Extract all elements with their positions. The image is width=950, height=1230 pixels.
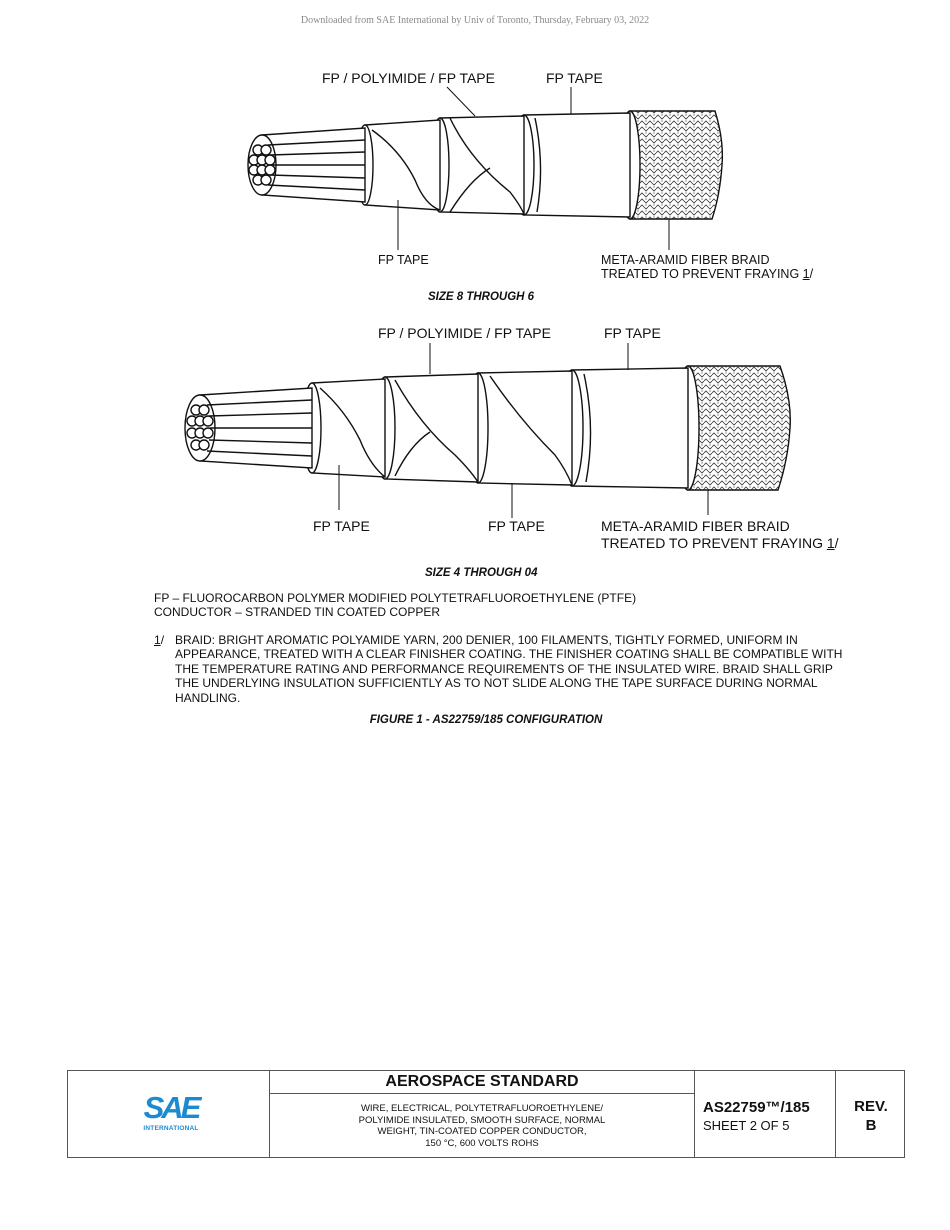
standard-title: AEROSPACE STANDARD [270,1071,694,1094]
conductor-strands-bottom [185,388,312,468]
caption-size-4: SIZE 4 THROUGH 04 [425,567,538,579]
conductor-strands-top [248,128,365,202]
sae-logo: SAE INTERNATIONAL [143,1090,199,1132]
standard-description: WIRE, ELECTRICAL, POLYTETRAFLUOROETHYLENE/ POLYIMIDE INSULATED, SMOOTH SURFACE, NORMAL WEIGHT, TIN-COATED COPPER CONDUCTOR, 150 °C, 600 VOLTS ROHS [358,1103,606,1149]
label-braid-top-line1: META-ARAMID FIBER BRAID [601,253,770,267]
logo-cell [68,1071,270,1157]
label-braid-top-line2: TREATED TO PREVENT FRAYING 1/ [601,267,814,281]
wire-size-4-drawing [185,343,790,518]
note-braid-text: BRAID: BRIGHT AROMATIC POLYAMIDE YARN, 200 DENIER, 100 FILAMENTS, TIGHTLY FORMED, UNIFORM IN APPEARANCE, TREATED WITH A CLEAR FINISHER COATING. THE FINISHER COATING SHALL BE COMPATIBLE WITH THE TEMPERATURE RATING AND PERFORMANCE REQUIREMENTS OF THE INSULATED WIRE. BRAID SHALL GRIP THE UNDERLYING INSULATION SUFFICIENTLY AS TO NOT SLIDE ALONG THE TAPE SURFACE DURING NORMAL HANDLING. [175,633,843,705]
doc-number-cell [695,1071,836,1157]
wire-size-8-drawing [248,87,722,250]
label-fp-tape-bottom-upper: FP TAPE [604,325,661,341]
label-fp-tape-bottom-left: FP TAPE [313,518,370,534]
title-block [67,1070,905,1158]
description-cell [270,1071,695,1157]
polyimide-tape-top [431,116,524,214]
figure-caption: FIGURE 1 - AS22759/185 CONFIGURATION [369,714,603,726]
label-braid-bottom [601,518,839,552]
definition-fp: FP – FLUOROCARBON POLYMER MODIFIED POLYTETRAFLUOROETHYLENE (PTFE) [154,591,637,605]
footnote-ref-top: 1 [802,267,810,281]
definitions-block [154,591,636,619]
inner-fp-tape-bottom [303,379,385,477]
definition-conductor: CONDUCTOR – STRANDED TIN COATED COPPER [154,605,441,619]
revision: REV. B [854,1098,888,1134]
polyimide-tape-bottom-b [468,371,572,485]
document-number: AS22759™/185 [703,1099,810,1116]
outer-fp-tape-top [514,113,630,217]
label-braid-bottom-line2: TREATED TO PREVENT FRAYING 1/ [601,535,839,551]
outer-fp-tape-bottom [561,368,688,488]
braid-layer-bottom [677,366,790,490]
label-fp-tape-top-lower: FP TAPE [378,253,429,267]
footnote-ref-bottom: 1 [826,535,835,551]
braid-layer-top [620,111,722,219]
label-fp-tape-bottom-mid: FP TAPE [488,518,545,534]
caption-size-8: SIZE 8 THROUGH 6 [428,291,535,303]
label-fp-tape-top-upper: FP TAPE [546,70,603,86]
note-marker: 1/ [154,633,165,647]
polyimide-tape-bottom-a [375,374,478,482]
revision-cell [836,1071,906,1157]
inner-fp-tape-top [357,120,440,210]
download-watermark: Downloaded from SAE International by Univ of Toronto, Thursday, February 03, 2022 [300,15,650,26]
label-fp-polyimide-fp-tape-top: FP / POLYIMIDE / FP TAPE [322,70,495,86]
label-fp-polyimide-fp-tape-bottom: FP / POLYIMIDE / FP TAPE [378,325,551,341]
label-braid-top [601,253,813,281]
label-braid-bottom-line1: META-ARAMID FIBER BRAID [601,518,790,534]
sheet-number: SHEET 2 OF 5 [703,1118,790,1133]
